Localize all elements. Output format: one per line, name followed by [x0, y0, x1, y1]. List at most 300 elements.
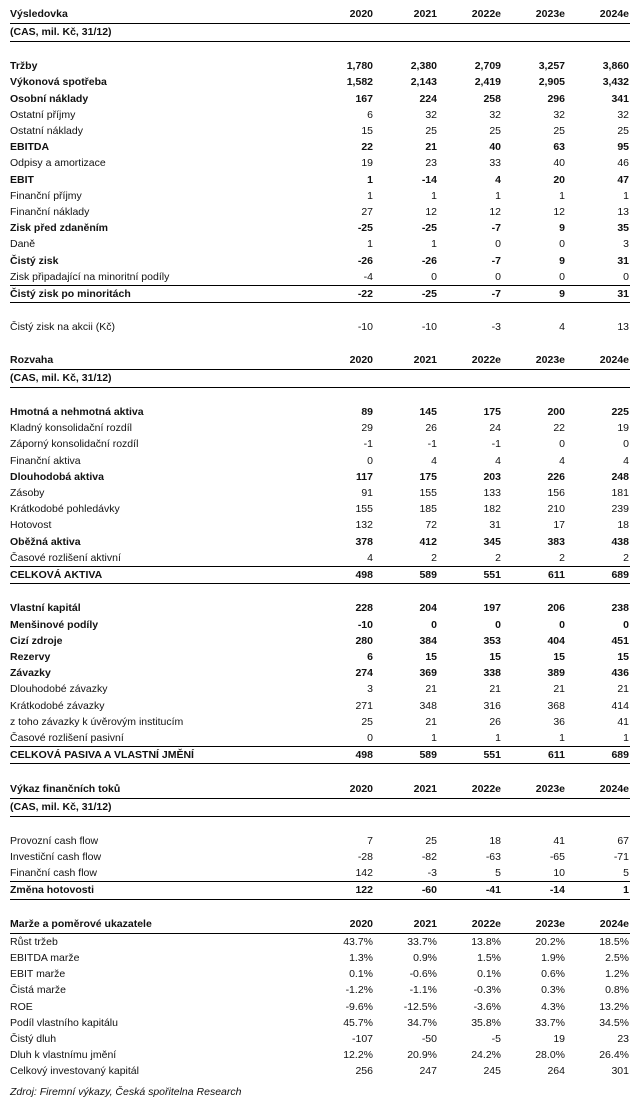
- spacer-row: [10, 764, 630, 781]
- row-value: -3: [427, 867, 437, 880]
- row-value: 133: [483, 487, 501, 500]
- row-value: -3: [491, 321, 501, 334]
- row-value: 3,860: [602, 60, 629, 73]
- row-value: 95: [617, 141, 629, 154]
- row-value: [566, 899, 630, 916]
- row-value: 12.2%: [343, 1049, 373, 1062]
- row-value: 1,582: [346, 76, 373, 89]
- row-value: 224: [419, 92, 437, 105]
- row-value: 12: [425, 206, 437, 219]
- row-value: 4: [495, 173, 501, 186]
- row-value: 2.5%: [605, 952, 629, 965]
- row-label: Finanční příjmy: [10, 189, 82, 202]
- row-value: -63: [485, 851, 501, 864]
- row-value: 0: [431, 618, 437, 631]
- row-value: [438, 387, 502, 404]
- row-value: [310, 24, 374, 42]
- row-value: [566, 798, 630, 816]
- row-value: 1: [431, 732, 437, 745]
- row-value: 1: [367, 238, 373, 251]
- row-value: [310, 764, 374, 781]
- table-row: [10, 600, 630, 616]
- row-value: 0.8%: [605, 984, 629, 997]
- row-value: 7: [367, 834, 373, 847]
- row-value: -7: [491, 222, 501, 235]
- table-row: [10, 649, 630, 665]
- row-value: [374, 336, 438, 352]
- row-value: 22: [553, 422, 565, 435]
- row-label: Dluh k vlastnímu jmění: [10, 1049, 117, 1062]
- row-value: [374, 369, 438, 387]
- financial-table-body: [10, 6, 630, 1080]
- row-value: 29: [361, 422, 373, 435]
- row-value: 383: [547, 535, 565, 548]
- row-value: 210: [547, 503, 565, 516]
- row-value: 26.4%: [599, 1049, 629, 1062]
- row-value: 0: [495, 238, 501, 251]
- row-value: 36: [553, 715, 565, 728]
- row-value: 2020: [310, 916, 374, 934]
- row-value: 301: [611, 1065, 629, 1078]
- row-value: -10: [357, 618, 373, 631]
- row-value: 451: [611, 634, 629, 647]
- row-value: -14: [502, 882, 566, 899]
- row-value: 1: [623, 189, 629, 202]
- row-value: 182: [483, 503, 501, 516]
- row-value: 0.9%: [413, 952, 437, 965]
- row-value: 338: [483, 667, 501, 680]
- row-value: 0: [367, 732, 373, 745]
- row-value: 9: [502, 286, 566, 303]
- row-value: [438, 369, 502, 387]
- row-value: 2022e: [438, 916, 502, 934]
- row-label: EBITDA: [10, 141, 50, 154]
- row-value: 142: [355, 867, 373, 880]
- row-value: 436: [611, 667, 629, 680]
- row-value: 43.7%: [343, 935, 373, 948]
- row-value: 2023e: [502, 6, 566, 24]
- row-value: 21: [553, 683, 565, 696]
- row-value: 41: [553, 834, 565, 847]
- row-value: 2,709: [474, 60, 501, 73]
- row-value: 1.3%: [349, 952, 373, 965]
- row-value: 2,419: [474, 76, 501, 89]
- row-value: 35.8%: [471, 1016, 501, 1029]
- row-label: Menšinové podíly: [10, 618, 99, 631]
- row-value: 4: [431, 454, 437, 467]
- unit-row: [10, 798, 630, 816]
- row-value: -50: [421, 1033, 437, 1046]
- row-value: 5: [623, 867, 629, 880]
- row-value: 274: [355, 667, 373, 680]
- row-value: 20.9%: [407, 1049, 437, 1062]
- table-row: [10, 833, 630, 849]
- row-value: [502, 584, 566, 601]
- row-value: [374, 387, 438, 404]
- total-row: [10, 567, 630, 584]
- row-label: Osobní náklady: [10, 92, 89, 105]
- row-label: EBIT marže: [10, 968, 66, 981]
- row-label: Marže a poměrové ukazatele: [10, 916, 310, 934]
- row-value: 2,143: [410, 76, 437, 89]
- row-value: [566, 764, 630, 781]
- row-value: 26: [489, 715, 501, 728]
- table-row: [10, 517, 630, 533]
- row-value: -1.2%: [345, 984, 373, 997]
- row-value: 0.6%: [541, 968, 565, 981]
- row-value: 31: [489, 519, 501, 532]
- row-value: 33: [489, 157, 501, 170]
- row-value: [566, 584, 630, 601]
- row-value: 264: [547, 1065, 565, 1078]
- row-label: CELKOVÁ AKTIVA: [10, 567, 310, 584]
- row-value: [502, 387, 566, 404]
- row-value: 32: [489, 108, 501, 121]
- row-value: 611: [502, 747, 566, 764]
- row-value: 25: [617, 125, 629, 137]
- row-label: Časové rozlišení pasivní: [10, 732, 124, 745]
- row-value: [374, 816, 438, 833]
- table-row: [10, 1031, 630, 1047]
- row-value: -1.1%: [409, 984, 437, 997]
- row-value: 551: [438, 567, 502, 584]
- row-label: (CAS, mil. Kč, 31/12): [10, 798, 310, 816]
- row-value: 368: [547, 699, 565, 712]
- table-row: [10, 698, 630, 714]
- row-label: Čistá marže: [10, 984, 67, 997]
- row-value: 0.1%: [477, 968, 501, 981]
- row-value: 185: [419, 503, 437, 516]
- row-label: Cizí zdroje: [10, 634, 63, 647]
- row-label: Kladný konsolidační rozdíl: [10, 422, 132, 435]
- row-label: Výkonová spotřeba: [10, 76, 107, 89]
- row-value: 23: [425, 157, 437, 170]
- row-label: Hmotná a nehmotná aktiva: [10, 406, 144, 418]
- row-value: 0: [559, 238, 565, 251]
- row-value: 498: [310, 567, 374, 584]
- row-value: 2: [559, 551, 565, 564]
- row-value: [502, 24, 566, 42]
- row-label: EBITDA marže: [10, 952, 80, 965]
- row-value: 13: [617, 321, 629, 334]
- row-value: [374, 764, 438, 781]
- row-value: [310, 42, 374, 59]
- row-label: Krátkodobé pohledávky: [10, 503, 120, 516]
- row-value: 20.2%: [535, 935, 565, 948]
- row-value: [438, 899, 502, 916]
- row-value: -28: [357, 851, 373, 864]
- row-value: 4: [559, 321, 565, 334]
- row-label: Časové rozlišení aktivní: [10, 551, 121, 564]
- row-value: 369: [419, 667, 437, 680]
- row-value: 19: [361, 157, 373, 170]
- row-value: [502, 798, 566, 816]
- row-label: Hotovost: [10, 519, 52, 532]
- table-row: [10, 1015, 630, 1031]
- row-value: 2024e: [566, 916, 630, 934]
- table-row: [10, 188, 630, 204]
- row-label: Dlouhodobé závazky: [10, 683, 108, 696]
- row-value: 34.5%: [599, 1016, 629, 1029]
- row-value: 1: [559, 189, 565, 202]
- source-note: Zdroj: Firemní výkazy, Česká spořitelna Research: [10, 1085, 242, 1098]
- row-label: (CAS, mil. Kč, 31/12): [10, 369, 310, 387]
- row-value: 21: [489, 683, 501, 696]
- row-label: Krátkodobé závazky: [10, 699, 105, 712]
- row-value: 2: [623, 551, 629, 564]
- row-value: 33.7%: [407, 935, 437, 948]
- row-value: 0: [495, 618, 501, 631]
- table-row: [10, 681, 630, 697]
- row-value: 15: [617, 651, 629, 664]
- row-label: [10, 42, 310, 59]
- row-value: 2: [431, 551, 437, 564]
- row-value: -25: [374, 286, 438, 303]
- row-value: 256: [355, 1065, 373, 1078]
- row-value: -5: [491, 1033, 501, 1046]
- row-value: -25: [421, 222, 437, 235]
- row-value: 1.5%: [477, 952, 501, 965]
- table-row: [10, 865, 630, 882]
- row-value: 389: [547, 667, 565, 680]
- row-value: 1: [367, 173, 373, 186]
- row-value: 414: [611, 699, 629, 712]
- row-value: -107: [351, 1033, 373, 1046]
- row-value: -0.6%: [409, 968, 437, 981]
- row-value: 156: [547, 487, 565, 500]
- row-value: 20: [553, 173, 565, 186]
- table-row: [10, 469, 630, 485]
- table-row: [10, 172, 630, 188]
- row-value: 4.3%: [541, 1000, 565, 1013]
- row-value: 2021: [374, 6, 438, 24]
- table-row: [10, 665, 630, 681]
- row-value: 2021: [374, 352, 438, 370]
- row-value: 181: [611, 487, 629, 500]
- row-value: 167: [355, 92, 373, 105]
- row-value: 63: [553, 141, 565, 154]
- table-row: [10, 550, 630, 567]
- row-value: 258: [483, 92, 501, 105]
- row-value: [438, 764, 502, 781]
- row-value: 1: [431, 238, 437, 251]
- row-value: 345: [483, 535, 501, 548]
- row-label: [10, 816, 310, 833]
- row-value: 21: [425, 683, 437, 696]
- row-value: 2020: [310, 352, 374, 370]
- spacer-row: [10, 42, 630, 59]
- spacer-row: [10, 584, 630, 601]
- row-value: [438, 816, 502, 833]
- row-value: [310, 303, 374, 320]
- row-value: 384: [419, 634, 437, 647]
- row-value: 25: [425, 834, 437, 847]
- row-value: 31: [566, 286, 630, 303]
- table-row: [10, 107, 630, 123]
- row-value: -82: [421, 851, 437, 864]
- row-value: [502, 764, 566, 781]
- total-row: [10, 286, 630, 303]
- row-value: 25: [489, 125, 501, 137]
- row-value: 6: [367, 108, 373, 121]
- row-value: 122: [310, 882, 374, 899]
- row-value: -65: [549, 851, 565, 864]
- row-value: [438, 584, 502, 601]
- row-value: 9: [559, 254, 565, 267]
- unit-row: [10, 369, 630, 387]
- row-value: -7: [438, 286, 502, 303]
- row-value: [374, 42, 438, 59]
- section-header: [10, 916, 630, 934]
- row-value: 12: [489, 206, 501, 219]
- row-value: [502, 42, 566, 59]
- row-value: [438, 798, 502, 816]
- row-value: 2023e: [502, 781, 566, 799]
- row-value: 247: [419, 1065, 437, 1078]
- table-row: [10, 139, 630, 155]
- row-value: 438: [611, 535, 629, 548]
- row-value: 9: [559, 222, 565, 235]
- row-value: [502, 303, 566, 320]
- row-value: 35: [617, 222, 629, 235]
- table-row: [10, 485, 630, 501]
- row-value: 2023e: [502, 352, 566, 370]
- table-row: [10, 933, 630, 950]
- table-row: [10, 501, 630, 517]
- row-value: -14: [421, 173, 437, 186]
- row-value: -25: [357, 222, 373, 235]
- row-value: 25: [361, 715, 373, 728]
- row-value: 378: [355, 535, 373, 548]
- row-value: 0: [623, 618, 629, 631]
- row-label: Výkaz finančních toků: [10, 781, 310, 799]
- row-value: 47: [617, 173, 629, 186]
- row-value: [502, 369, 566, 387]
- row-label: [10, 584, 310, 601]
- unit-row: [10, 24, 630, 42]
- row-value: 32: [617, 108, 629, 121]
- row-value: -10: [421, 321, 437, 334]
- row-value: -22: [310, 286, 374, 303]
- row-value: 21: [425, 715, 437, 728]
- row-value: 239: [611, 503, 629, 516]
- row-label: Vlastní kapitál: [10, 602, 81, 615]
- row-label: Změna hotovosti: [10, 882, 310, 899]
- total-row: [10, 747, 630, 764]
- row-value: 155: [419, 487, 437, 500]
- row-value: [374, 24, 438, 42]
- table-row: [10, 269, 630, 286]
- table-row: [10, 999, 630, 1015]
- table-row: [10, 714, 630, 730]
- row-value: 3: [623, 238, 629, 251]
- row-value: 41: [617, 715, 629, 728]
- row-value: 22: [361, 141, 373, 154]
- row-label: Dlouhodobá aktiva: [10, 470, 104, 483]
- row-value: 228: [355, 602, 373, 615]
- row-value: 26: [425, 422, 437, 435]
- section-header: [10, 781, 630, 799]
- row-value: 117: [356, 470, 373, 483]
- row-value: 4: [623, 454, 629, 467]
- spacer-row: [10, 816, 630, 833]
- row-value: 12: [553, 206, 565, 219]
- row-value: 13: [617, 206, 629, 219]
- row-value: 2024e: [566, 6, 630, 24]
- row-value: 0: [623, 438, 629, 451]
- table-row: [10, 730, 630, 747]
- table-row: [10, 436, 630, 452]
- row-value: 238: [611, 602, 629, 615]
- row-value: 404: [547, 634, 565, 647]
- row-value: 6: [367, 651, 373, 664]
- row-value: 31: [617, 254, 629, 267]
- row-value: 18.5%: [599, 935, 629, 948]
- row-value: 19: [617, 422, 629, 435]
- row-label: Finanční náklady: [10, 206, 90, 219]
- row-label: Celkový investovaný kapitál: [10, 1065, 139, 1078]
- row-value: 0.1%: [349, 968, 373, 981]
- row-value: 2020: [310, 781, 374, 799]
- row-value: [566, 336, 630, 352]
- row-value: 341: [611, 92, 629, 105]
- table-row: [10, 155, 630, 171]
- row-value: 13.8%: [471, 935, 501, 948]
- row-label: CELKOVÁ PASIVA A VLASTNÍ JMĚNÍ: [10, 747, 310, 764]
- row-value: 1: [623, 732, 629, 745]
- row-value: 0: [623, 270, 629, 283]
- row-value: [310, 798, 374, 816]
- row-value: 28.0%: [535, 1049, 565, 1062]
- row-value: 245: [483, 1065, 501, 1078]
- row-value: [502, 816, 566, 833]
- row-value: [502, 899, 566, 916]
- table-row: [10, 58, 630, 74]
- row-value: 18: [617, 519, 629, 532]
- table-row: [10, 453, 630, 469]
- row-value: [566, 369, 630, 387]
- row-value: 611: [502, 567, 566, 584]
- row-value: -3.6%: [473, 1000, 501, 1013]
- row-value: 5: [495, 867, 501, 880]
- row-value: [566, 303, 630, 320]
- table-row: [10, 966, 630, 982]
- row-value: 204: [419, 602, 437, 615]
- row-value: 2: [495, 551, 501, 564]
- table-row: [10, 74, 630, 90]
- row-label: ROE: [10, 1000, 33, 1013]
- spacer-row: [10, 336, 630, 352]
- row-label: Ostatní příjmy: [10, 108, 76, 121]
- row-value: 0: [367, 454, 373, 467]
- row-value: 145: [419, 406, 437, 418]
- row-value: 72: [425, 519, 437, 532]
- table-row: [10, 1047, 630, 1063]
- row-label: Výsledovka: [10, 6, 310, 24]
- table-row: [10, 404, 630, 420]
- spacer-row: [10, 387, 630, 404]
- row-value: 24: [489, 422, 501, 435]
- row-label: Provozní cash flow: [10, 834, 99, 847]
- row-value: [438, 303, 502, 320]
- row-value: [310, 369, 374, 387]
- row-value: 3,257: [538, 60, 565, 73]
- row-value: 0: [559, 618, 565, 631]
- row-value: 225: [611, 406, 629, 418]
- row-value: 2021: [374, 916, 438, 934]
- row-value: 67: [617, 834, 629, 847]
- financial-table: [10, 6, 630, 1080]
